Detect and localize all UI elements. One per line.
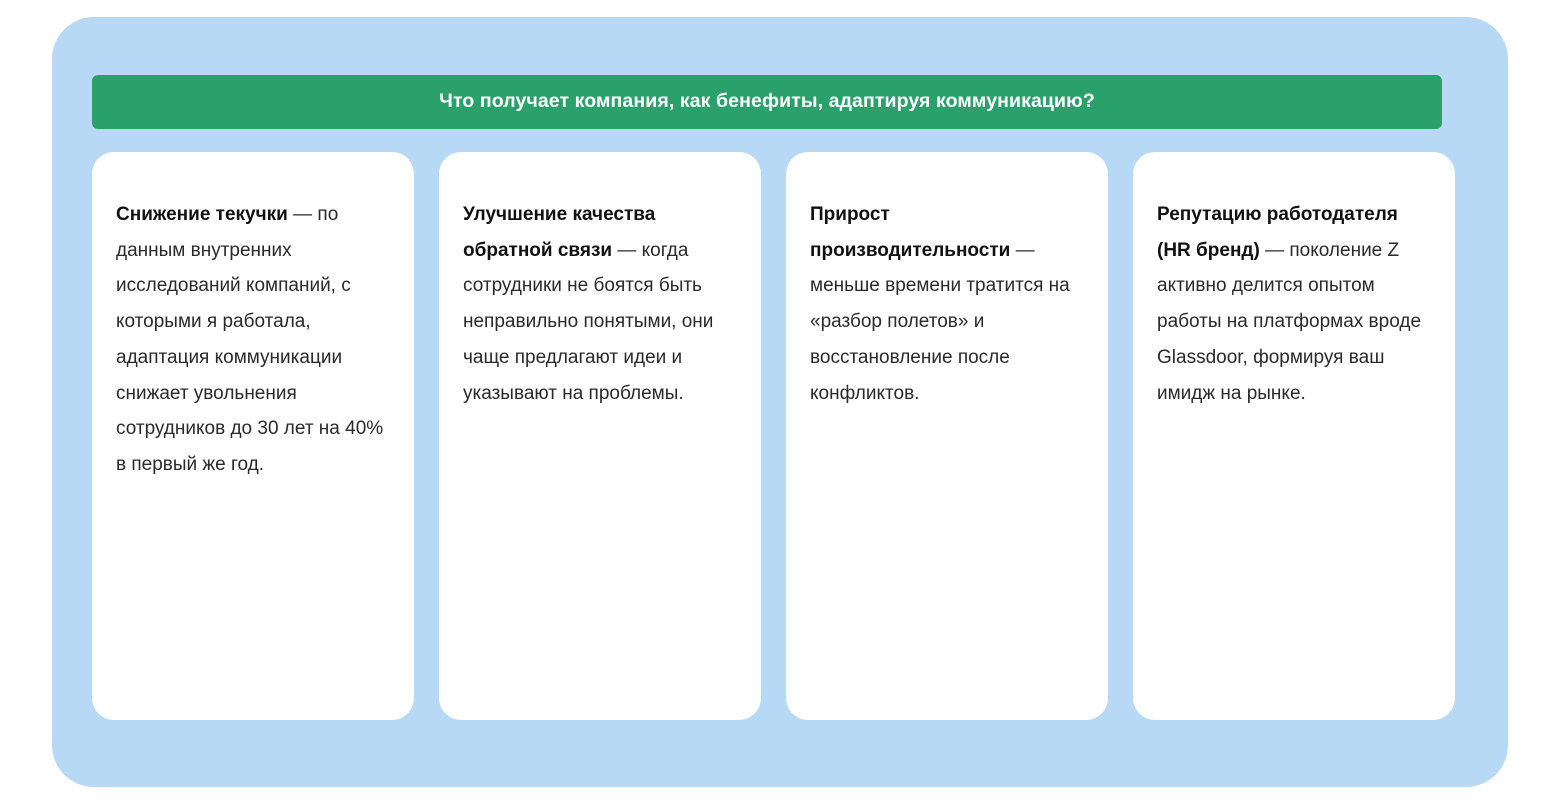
header-title: Что получает компания, как бенефиты, адаптируя коммуникацию? (439, 90, 1095, 113)
benefit-card-body: — когда сотрудники не боятся быть неправильно понятыми, они чаще предлагают идеи и указывают на проблемы. (463, 239, 714, 404)
benefits-card-row (92, 152, 1458, 720)
benefit-card-lead: Улучшение качества обратной связи (463, 204, 656, 261)
benefit-card-body: — меньше времени тратится на «разбор полетов» и восстановление после конфликтов. (810, 239, 1070, 404)
benefit-card-body: — поколение Z активно делится опытом работы на платформах вроде Glassdoor, формируя ваш имидж на рынке. (1157, 239, 1422, 404)
benefit-card-text (116, 197, 390, 483)
benefit-card-lead: Репутацию работодателя (HR бренд) (1157, 204, 1398, 261)
header-banner (92, 75, 1442, 129)
benefit-card-lead: Снижение текучки (116, 204, 288, 225)
benefit-card (1133, 152, 1455, 720)
benefit-card-text (463, 197, 737, 411)
benefit-card-body: — по данным внутренних исследований компаний, с которыми я работала, адаптация коммуникации снижает увольнения сотрудников до 30 лет на 40% в первый же год. (116, 204, 384, 476)
benefit-card (786, 152, 1108, 720)
infographic-panel (52, 17, 1508, 787)
benefit-card-text (1157, 197, 1431, 411)
benefit-card (92, 152, 414, 720)
benefit-card-text (810, 197, 1084, 411)
benefit-card-lead: Прирост производительности (810, 204, 1011, 261)
benefit-card (439, 152, 761, 720)
